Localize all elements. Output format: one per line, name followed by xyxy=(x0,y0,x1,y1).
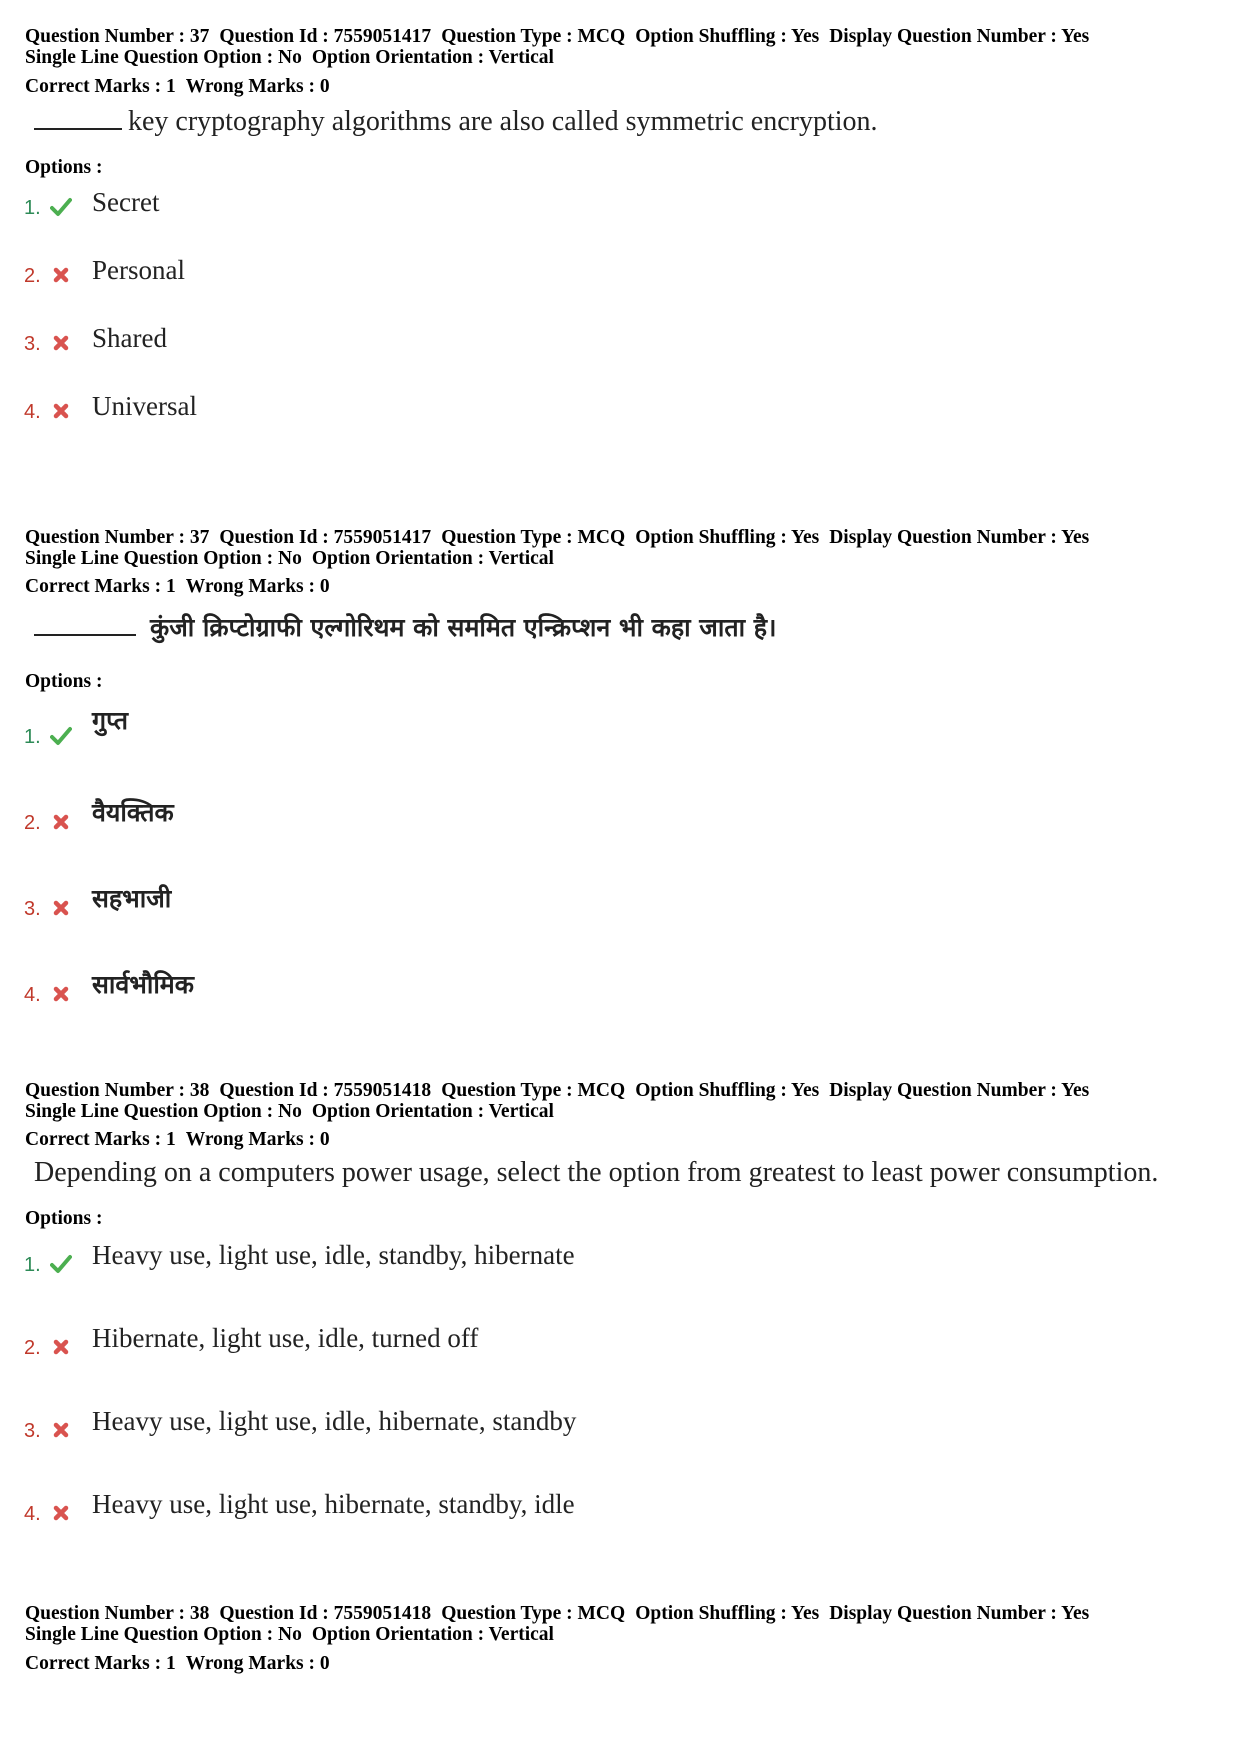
question-meta-line2: Single Line Question Option : No Option Orientation : Vertical xyxy=(25,1624,554,1645)
question-marks: Correct Marks : 1 Wrong Marks : 0 xyxy=(25,576,330,597)
question-meta-line2: Single Line Question Option : No Option Orientation : Vertical xyxy=(25,1101,554,1122)
question-meta-line1: Question Number : 37 Question Id : 7559051417 Question Type : MCQ Option Shuffling : Yes Display Question Number : Yes xyxy=(25,26,1090,47)
options-label: Options : xyxy=(25,157,103,178)
check-mark-icon xyxy=(50,1253,72,1275)
options-label: Options : xyxy=(25,1208,103,1229)
cross-mark-icon xyxy=(50,811,72,833)
answer-blank xyxy=(34,124,122,130)
question-meta-line1: Question Number : 38 Question Id : 7559051418 Question Type : MCQ Option Shuffling : Yes Display Question Number : Yes xyxy=(25,1080,1090,1101)
cross-mark-icon xyxy=(50,400,72,422)
question-text: Depending on a computers power usage, select the option from greatest to least power consumption. xyxy=(34,1157,1159,1188)
cross-mark-icon xyxy=(50,264,72,286)
cross-mark-icon xyxy=(50,1502,72,1524)
question-text: key cryptography algorithms are also called symmetric encryption. xyxy=(34,106,878,138)
check-mark-icon xyxy=(50,196,72,218)
question-meta-line1: Question Number : 38 Question Id : 7559051418 Question Type : MCQ Option Shuffling : Yes Display Question Number : Yes xyxy=(25,1603,1090,1624)
question-marks: Correct Marks : 1 Wrong Marks : 0 xyxy=(25,1129,330,1150)
question-marks: Correct Marks : 1 Wrong Marks : 0 xyxy=(25,76,330,97)
question-meta-line2: Single Line Question Option : No Option Orientation : Vertical xyxy=(25,548,554,569)
cross-mark-icon xyxy=(50,983,72,1005)
cross-mark-icon xyxy=(50,897,72,919)
question-text: कुंजी क्रिप्टोग्राफी एल्गोरिथम को सममित एन्क्रिप्शन भी कहा जाता है। xyxy=(34,610,777,644)
check-mark-icon xyxy=(50,725,72,747)
cross-mark-icon xyxy=(50,332,72,354)
question-meta-line2: Single Line Question Option : No Option Orientation : Vertical xyxy=(25,47,554,68)
cross-mark-icon xyxy=(50,1336,72,1358)
answer-blank xyxy=(34,630,136,636)
options-label: Options : xyxy=(25,671,103,692)
cross-mark-icon xyxy=(50,1419,72,1441)
question-marks: Correct Marks : 1 Wrong Marks : 0 xyxy=(25,1653,330,1674)
question-meta-line1: Question Number : 37 Question Id : 7559051417 Question Type : MCQ Option Shuffling : Yes Display Question Number : Yes xyxy=(25,527,1090,548)
